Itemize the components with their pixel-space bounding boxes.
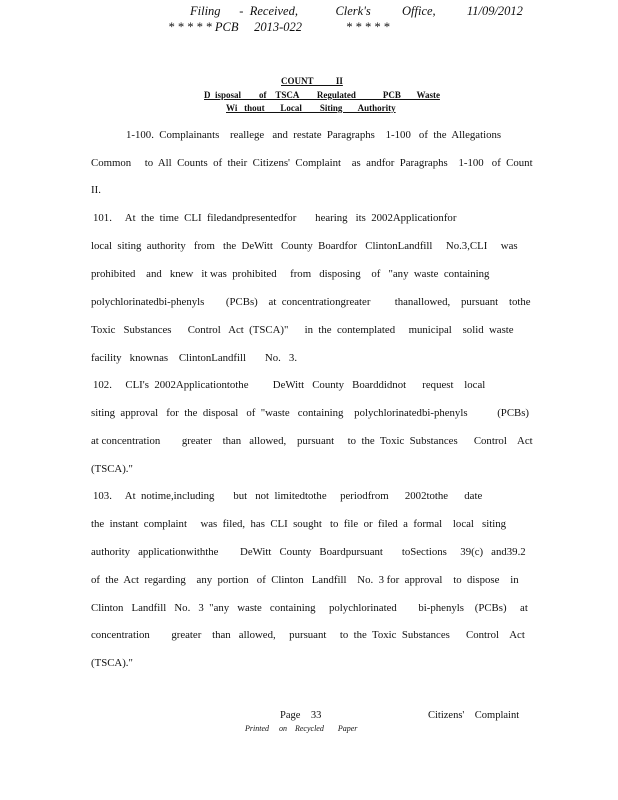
body-line: concentration greater than allowed, pursuant to the Toxic Substances Control Act	[91, 629, 525, 641]
body-line: (TSCA)."	[91, 657, 133, 669]
body-line: facility knownas ClintonLandfill No. 3.	[91, 352, 298, 364]
body-line: siting approval for the disposal of "waste containing polychlorinatedbi-phenyls (PCBs)	[91, 407, 530, 419]
body-line: at concentration greater than allowed, pursuant to the Toxic Substances Control Act	[91, 435, 533, 447]
body-line: 102. CLI's 2002Applicationtothe DeWitt County Boarddidnot request local	[93, 379, 486, 391]
body-line: of the Act regarding any portion of Clinton Landfill No. 3 for approval to dispose in	[91, 574, 519, 586]
body-line: polychlorinatedbi-phenyls (PCBs) at concentrationgreater thanallowed, pursuant tothe	[91, 296, 531, 308]
body-line: II.	[91, 184, 101, 196]
body-line: 1-100. Complainants reallege and restate Paragraphs 1-100 of the Allegations	[126, 129, 502, 141]
body-line: authority applicationwiththe DeWitt County Boardpursuant toSections 39(c) and39.2	[91, 546, 526, 558]
body-line: 103. At notime,including but not limitedtothe periodfrom 2002tothe date	[93, 490, 483, 502]
count-subheading-2: Wi thout Local Siting Authority	[226, 103, 396, 113]
count-heading: COUNT II	[281, 76, 343, 86]
body-line: Clinton Landfill No. 3 "any waste containing polychlorinated bi-phenyls (PCBs) at	[91, 602, 528, 614]
recycled-paper-note: Printed on Recycled Paper	[245, 724, 358, 733]
body-line: 101. At the time CLI filedandpresentedfor hearing its 2002Applicationfor	[93, 212, 457, 224]
count-subheading-1: D isposal of TSCA Regulated PCB Waste	[204, 90, 440, 100]
body-line: the instant complaint was filed, has CLI sought to file or filed a formal local siting	[91, 518, 506, 530]
body-line: prohibited and knew it was prohibited from disposing of "any waste containing	[91, 268, 490, 280]
body-line: local siting authority from the DeWitt County Boardfor ClintonLandfill No.3,CLI was	[91, 240, 518, 252]
footer-title: Citizens' Complaint	[428, 710, 520, 721]
page-number: Page 33	[280, 710, 322, 721]
body-line: Common to All Counts of their Citizens' Complaint as andfor Paragraphs 1-100 of Count	[91, 157, 533, 169]
docket-line: * * * * * PCB 2013-022 * * * * *	[168, 20, 390, 34]
filing-stamp-line: Filing - Received, Clerk's Office, 11/09/2012	[190, 4, 523, 18]
body-line: Toxic Substances Control Act (TSCA)" in the contemplated municipal solid waste	[91, 324, 514, 336]
body-line: (TSCA)."	[91, 463, 133, 475]
